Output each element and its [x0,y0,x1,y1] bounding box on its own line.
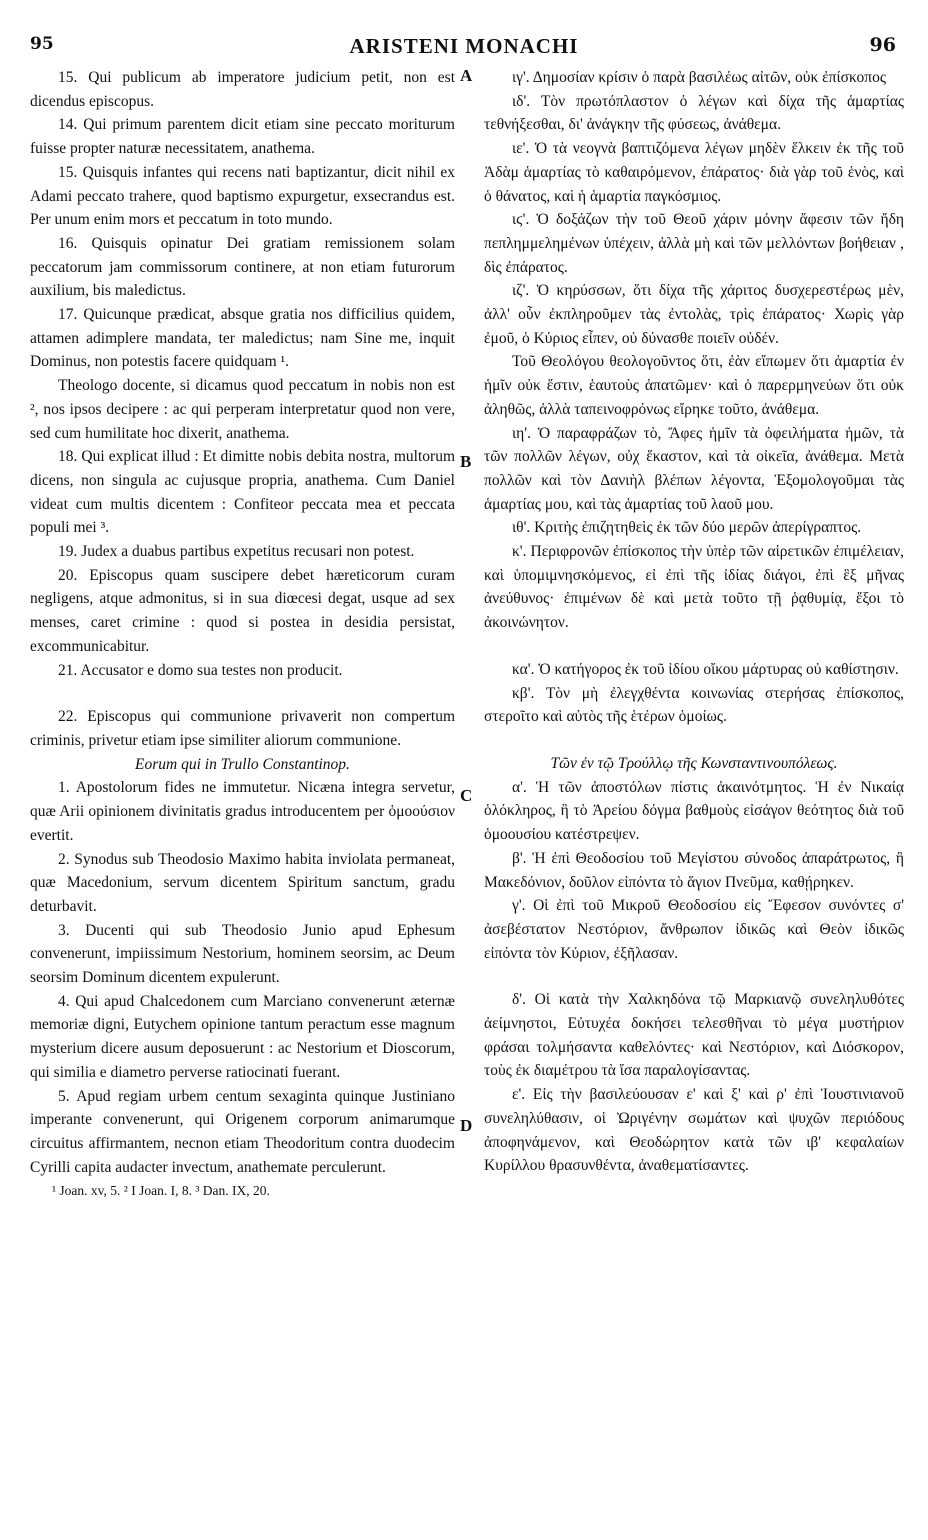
greek-paragraph: ιη'. Ὁ παραφράζων τὸ, Ἄφες ἡμῖν τὰ ὀφειλήματα ἡμῶν, τὰ τῶν πολλῶν λέγων, οὐχ ἕκαστον, καὶ τὰ οἰκεῖα, ἀνάθεμα. Μετὰ πολλῶν καὶ τὸν Δανιὴλ βλέπων λέγοντα, Ἐξομολογοῦμαι τὰς ἁμαρτίας μου, καὶ τὰς ἁμαρτίας τοῦ λαοῦ μου. [484,424,904,513]
footnotes: ¹ Joan. xv, 5. ² I Joan. I, 8. ³ Dan. IX, 20. [52,1183,270,1199]
greek-paragraph: ιθ'. Κριτὴς ἐπιζητηθεὶς ἐκ τῶν δύο μερῶν ἀπερίγραπτος. [512,519,862,537]
latin-paragraph: 1. Apostolorum fides ne immutetur. Nicæna integra servetur, quæ Arii opinionem divinitatis gradus introducentem per ὁμοούσιον evertit. [30,779,455,844]
spacer [484,965,904,988]
page-number-right: 96 [869,34,896,56]
latin-paragraph: 20. Episcopus quam suscipere debet hæreticorum curam negligens, atque admonitus, si in sua diœcesi degat, usque ad sex menses, caret crimine : quod si postea in desidia persistat, excommunicabitur. [30,566,455,655]
latin-paragraph: 21. Accusator e domo sua testes non producit. [58,661,343,679]
spacer [484,729,904,752]
greek-column [484,66,904,1178]
greek-paragraph: κα'. Ὁ κατήγορος ἐκ τοῦ ἰδίου οἴκου μάρτυρας οὐ καθίστησιν. [512,660,899,678]
greek-paragraph: ιε'. Ὁ τὰ νεογνὰ βαπτιζόμενα λέγων μηδὲν ἕλκειν ἐκ τῆς τοῦ Ἀδὰμ ἁμαρτίας τὸ καθαιρόμενον, ἐπάρατος· διὰ γὰρ τοῦ ἑνὸς, καὶ ὁ θάνατος, καὶ ἡ ἁμαρτία παγκόσμιος. [484,140,904,205]
latin-paragraph: 5. Apud regiam urbem centum sexaginta quinque Justiniano imperante convenerunt, qui Origenem corporum animarumque circuitus affirmantem, necnon etiam Theodoritum contra duodecim Cyrilli capita audacter invectum, anathemate perculerunt. [30,1087,455,1176]
greek-paragraph: δ'. Οἱ κατὰ τὴν Χαλκηδόνα τῷ Μαρκιανῷ συνεληλυθότες ἀείμνηστοι, Εὐτυχέα δοκήσει τελεσθῆναι τὸ μέγα μυστήριον φράσαι τολμήσαντα καθελόντες· καὶ Νεστόριον, καὶ Διόσκορον, τοὺς ἐκ διαμέτρου τὰ ἴσα παραλογίσαντας. [484,991,904,1080]
margin-marker-b: B [460,452,472,471]
latin-column [30,66,455,1203]
spacer [484,635,904,658]
greek-paragraph: ιδ'. Τὸν πρωτόπλαστον ὁ λέγων καὶ δίχα τῆς ἁμαρτίας τεθνήξεσθαι, δι' ἀνάγκην τῆς φύσεως, ἀνάθεμα. [484,92,904,134]
page-header [18,34,910,62]
running-title: ARISTENI MONACHI [349,34,579,58]
greek-paragraph: β'. Ἡ ἐπὶ Θεοδοσίου τοῦ Μεγίστου σύνοδος ἀπαράτρωτος, ἣ Μακεδόνιον, δοῦλον εἰπόντα τὸ ἅγιον Πνεῦμα, καθῄρηκεν. [484,849,904,891]
greek-paragraph: κβ'. Τὸν μὴ ἐλεγχθέντα κοινωνίας στερήσας ἐπίσκοπος, στεροῖτο καὶ αὐτὸς τῆς ἑτέρων ὁμοίως. [484,684,904,726]
greek-paragraph: ιζ'. Ὁ κηρύσσων, ὅτι δίχα τῆς χάριτος δυσχερεστέρως μὲν, ἀλλ' οὖν ἐκπληροῦμεν τὰς ἐντολὰς, τρὶς ἐπάρατος· Χωρὶς γὰρ ἐμοῦ, ὁ Κύριος εἶπεν, οὐ δύνασθε ποιεῖν οὐδέν. [484,282,904,347]
greek-paragraph: α'. Ἡ τῶν ἀποστόλων πίστις ἀκαινότμητος. Ἡ ἐν Νικαίᾳ ὁλόκληρος, ἣ τὸ Ἀρείου δόγμα βαθμοὺς εἰσάγον θεότητος διὰ τοῦ ὁμοουσίου κατέστρεψεν. [484,778,904,844]
latin-section-heading: Eorum qui in Trullo Constantinop. [135,755,350,773]
page-number-left: 95 [30,34,54,54]
latin-paragraph: 4. Qui apud Chalcedonem cum Marciano convenerunt æternæ memoriæ digni, Eutychem opinione tantum peractum esse magnum mysterium dicere ausum deposuerunt : ac Nestorium et Dioscorum, qui similia e diametro perverse ratiocinati fuerant. [30,992,455,1081]
latin-paragraph: 18. Qui explicat illud : Et dimitte nobis debita nostra, multorum dicens, non singula ac cujusque propria, anathema. Cum Daniel videat cum multis dicentem : Confiteor peccata mea et peccata populi mei ³. [30,448,455,537]
greek-paragraph: κ'. Περιφρονῶν ἐπίσκοπος τὴν ὑπὲρ τῶν αἱρετικῶν ἐπιμέλειαν, καὶ ὑπομιμνησκόμενος, εἰ ἐπὶ τῆς ἰδίας διάγοι, ἐπὶ ἓξ μῆνας ἀνεύθυνος· ἐπιμένων δὲ καὶ μετὰ τοῦτο τῇ ῥᾳθυμίᾳ, ἔξοι τὸ ἀκοινώνητον. [484,543,904,632]
greek-paragraph: ιϛ'. Ὁ δοξάζων τὴν τοῦ Θεοῦ χάριν μόνην ἄφεσιν τῶν ἤδη πεπλημμελημένων ὑπέχειν, ἀλλὰ μὴ καὶ τῶν μελλόντων βοήθειαν , δὶς ἐπάρατος. [484,211,904,276]
latin-paragraph: 3. Ducenti qui sub Theodosio Junio apud Ephesum convenerunt, impiissimum Nestorium, hominem seorsim, ac Deum seorsim Dominum dicentem expulerunt. [30,921,455,987]
margin-marker-a: A [460,66,473,85]
latin-paragraph: Theologo docente, si dicamus quod peccatum in nobis non est ², nos ipsos decipere : ac qui perperam interpretatur quod non vere, sed cum humilitate hoc dixerit, anathema. [30,377,455,442]
latin-paragraph: 2. Synodus sub Theodosio Maximo habita inviolata permaneat, quæ Macedonium, servum dicentem Spiritum sanctum, gradu deturbavit. [30,850,455,915]
margin-marker-c: C [460,786,473,805]
greek-paragraph: Τοῦ Θεολόγου θεολογοῦντος ὅτι, ἐὰν εἴπωμεν ὅτι ἁμαρτία ἐν ἡμῖν οὐκ ἔστιν, ἑαυτοὺς ἀπατῶμεν· καὶ ὁ παρερμηνεύων ὅτι οὐκ ἀληθῶς, ἀλλὰ ταπεινοφρόνως εἴρηκε τοῦτο, ἀνάθεμα. [484,353,904,418]
margin-marker-d: D [460,1116,473,1135]
latin-paragraph: 19. Judex a duabus partibus expetitus recusari non potest. [58,543,415,561]
spacer [30,682,455,705]
latin-paragraph: 15. Quisquis infantes qui recens nati baptizantur, dicit nihil ex Adami peccato trahere, quod baptismo expurgetur, exsecrandus est. Per unum enim mors et peccatum in toto mundo. [30,163,455,229]
greek-paragraph: γ'. Οἱ ἐπὶ τοῦ Μικροῦ Θεοδοσίου εἰς Ἔφεσον συνόντες σ' ἀσεβέστατον Νεστόριον, ἄνθρωπον ἰδικῶς καὶ Θεὸν ἰδικῶς εἰπόντα τὸν Κύριον, ἐξῆλασαν. [484,897,904,962]
greek-section-heading: Τῶν ἐν τῷ Τρούλλῳ τῆς Κωνσταντινουπόλεως. [550,754,838,772]
latin-paragraph: 16. Quisquis opinatur Dei gratiam remissionem solam peccatorum jam commissorum continere, at non etiam futurorum auxilium, bis maledictus. [30,234,455,300]
latin-paragraph: 14. Qui primum parentem dicit etiam sine peccato moriturum fuisse propter naturæ necessitatem, anathema. [30,116,455,158]
greek-paragraph: ιγ'. Δημοσίαν κρίσιν ὁ παρὰ βασιλέως αἰτῶν, οὐκ ἐπίσκοπος [512,69,886,86]
greek-paragraph: ε'. Εἰς τὴν βασιλεύουσαν ε' καὶ ξ' καὶ ρ' ἐπὶ Ἰουστινιανοῦ συνεληλύθασιν, οἱ Ὠριγένην σωμάτων καὶ ψυχῶν περιόδους ἀποφηνάμενον, καὶ Θεοδώρητον κατὰ τῶν ιβ' κεφαλαίων Κυρίλλου θρασυνθέντα, ἀναθεματίσαντες. [484,1086,904,1175]
latin-paragraph: 17. Quicunque prædicat, absque gratia nos difficilius quidem, attamen adimplere mandata, ter maledictus; nam Sine me, inquit Dominus, non potestis facere quidquam ¹. [30,306,455,371]
latin-paragraph: 15. Qui publicum ab imperatore judicium petit, non est dicendus episcopus. [30,69,455,110]
latin-paragraph: 22. Episcopus qui communione privaverit non compertum criminis, privetur etiam ipse similiter aliorum communione. [30,708,455,749]
